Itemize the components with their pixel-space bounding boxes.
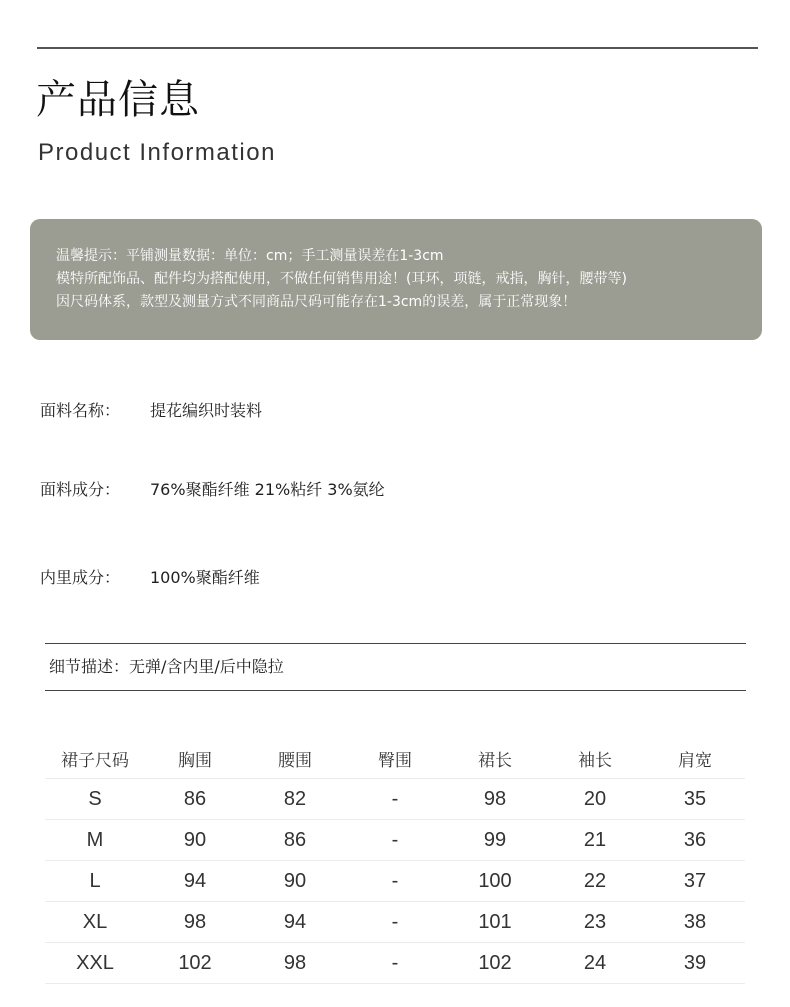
cell: 21 [545,820,645,861]
header-shoulder: 肩宽 [645,738,745,779]
lining-composition-value: 100%聚酯纤维 [150,568,260,587]
fabric-composition-row [40,479,385,501]
cell: 99 [445,820,545,861]
cell: 24 [545,943,645,984]
cell: L [45,861,145,902]
cell: 39 [645,943,745,984]
cell: 102 [145,943,245,984]
cell: 90 [245,861,345,902]
fabric-name-row [40,400,262,422]
cell: 98 [445,779,545,820]
top-divider [37,47,758,49]
notice-line: 因尺码体系，款型及测量方式不同商品尺码可能存在1-3cm的误差，属于正常现象！ [56,294,577,310]
cell: - [345,943,445,984]
lining-composition-row [40,567,260,589]
page-subtitle: Product Information [38,139,276,166]
details-value: 无弹/含内里/后中隐拉 [129,657,284,676]
cell: - [345,820,445,861]
cell: 98 [245,943,345,984]
cell: 90 [145,820,245,861]
cell: - [345,861,445,902]
fabric-name-value: 提花编织时装料 [150,401,263,420]
cell: - [345,779,445,820]
table-row [45,820,745,861]
cell: 38 [645,902,745,943]
cell: 86 [245,820,345,861]
size-table [45,738,745,984]
header-size: 裙子尺码 [45,738,145,779]
header-chest: 胸围 [145,738,245,779]
lining-composition-label: 内里成分： [40,568,121,587]
header-waist: 腰围 [245,738,345,779]
header-hip: 臀围 [345,738,445,779]
table-row [45,779,745,820]
page-title: 产品信息 [36,77,200,123]
cell: 98 [145,902,245,943]
cell: 86 [145,779,245,820]
details-row [45,643,746,691]
size-table-header-row [45,738,745,779]
cell: 102 [445,943,545,984]
cell: 94 [145,861,245,902]
cell: 35 [645,779,745,820]
table-row [45,861,745,902]
fabric-composition-value: 76%聚酯纤维 21%粘纤 3%氨纶 [150,480,385,499]
cell: 82 [245,779,345,820]
cell: XXL [45,943,145,984]
cell: 22 [545,861,645,902]
cell: M [45,820,145,861]
cell: - [345,902,445,943]
table-row [45,902,745,943]
header-sleeve: 袖长 [545,738,645,779]
cell: S [45,779,145,820]
cell: 37 [645,861,745,902]
details-label: 细节描述： [49,657,130,676]
notice-line: 模特所配饰品、配件均为搭配使用，不做任何销售用途！(耳环，项链，戒指，胸针，腰带等) [56,271,627,287]
cell: 20 [545,779,645,820]
notice-box [30,219,762,340]
notice-line: 温馨提示：平铺测量数据：单位：cm；手工测量误差在1-3cm [56,248,444,264]
cell: 94 [245,902,345,943]
fabric-name-label: 面料名称： [40,401,121,420]
cell: 100 [445,861,545,902]
cell: 23 [545,902,645,943]
cell: XL [45,902,145,943]
header-length: 裙长 [445,738,545,779]
table-row [45,943,745,984]
cell: 101 [445,902,545,943]
fabric-composition-label: 面料成分： [40,480,121,499]
cell: 36 [645,820,745,861]
